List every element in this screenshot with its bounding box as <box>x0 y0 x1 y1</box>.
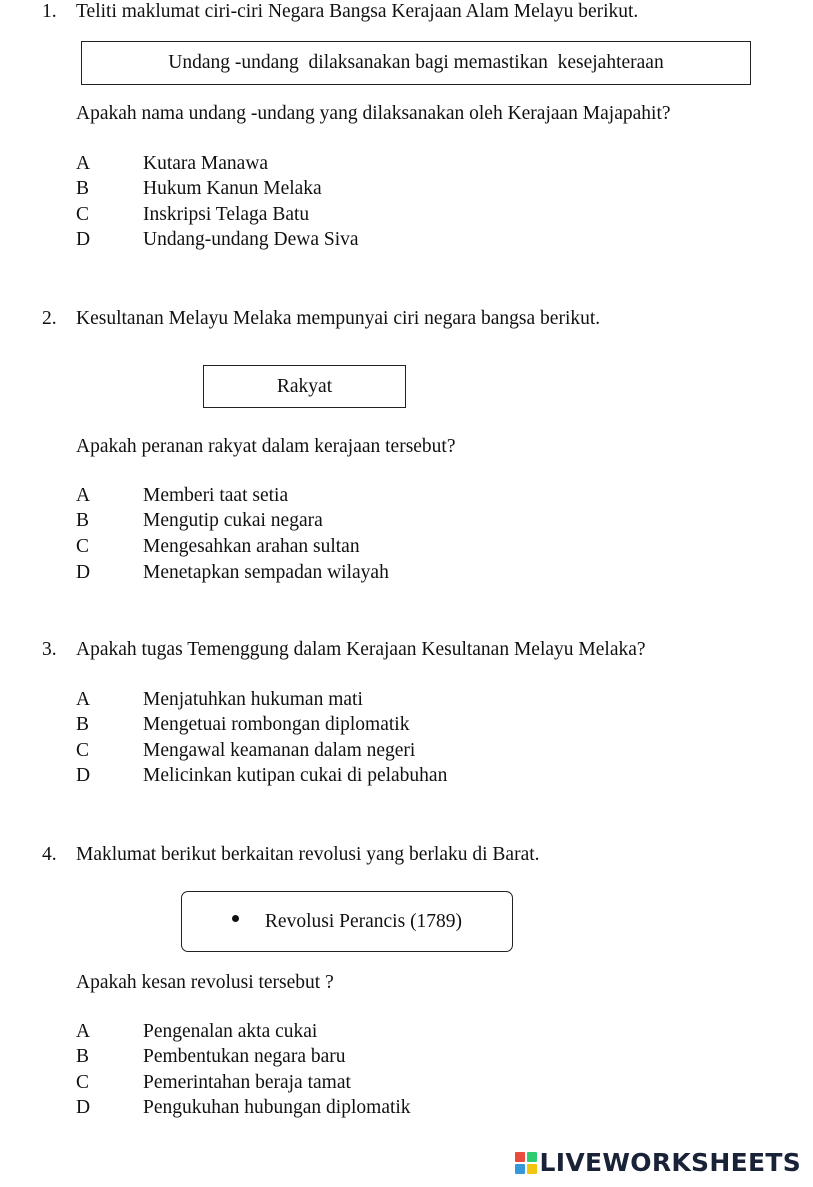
q2-option-b-letter[interactable]: B <box>76 510 90 531</box>
q2-option-c-letter[interactable]: C <box>76 536 90 557</box>
q2-option-b-text[interactable]: Mengutip cukai negara <box>143 510 323 531</box>
q3-number: 3. <box>42 639 57 660</box>
q1-option-c-letter[interactable]: C <box>76 204 90 225</box>
q3-option-d-text[interactable]: Melicinkan kutipan cukai di pelabuhan <box>143 765 448 786</box>
q2-option-a-letter[interactable]: A <box>76 485 91 506</box>
q4-text: Maklumat berikut berkaitan revolusi yang berlaku di Barat. <box>76 844 540 865</box>
liveworksheets-brand <box>515 1148 801 1177</box>
q3-option-d-letter[interactable]: D <box>76 765 91 786</box>
q2-option-c-text[interactable]: Mengesahkan arahan sultan <box>143 536 360 557</box>
q2-option-d-text[interactable]: Menetapkan sempadan wilayah <box>143 562 389 583</box>
q4-option-d-letter[interactable]: D <box>76 1097 91 1118</box>
q4-option-b-text[interactable]: Pembentukan negara baru <box>143 1046 346 1067</box>
liveworksheets-logo-icon <box>515 1152 537 1174</box>
q3-option-a-letter[interactable]: A <box>76 689 91 710</box>
brand-name: LIVEWORKSHEETS <box>539 1148 801 1177</box>
q2-info-box <box>203 365 406 408</box>
q4-option-c-letter[interactable]: C <box>76 1072 90 1093</box>
logo-square <box>515 1164 525 1174</box>
q1-text: Teliti maklumat ciri-ciri Negara Bangsa Kerajaan Alam Melayu berikut. <box>76 1 639 22</box>
q3-option-c-letter[interactable]: C <box>76 740 90 761</box>
q1-option-c-text[interactable]: Inskripsi Telaga Batu <box>143 204 310 225</box>
q4-option-a-text[interactable]: Pengenalan akta cukai <box>143 1021 318 1042</box>
q1-option-a-text[interactable]: Kutara Manawa <box>143 153 269 174</box>
q2-number: 2. <box>42 308 57 329</box>
q2-option-d-letter[interactable]: D <box>76 562 91 583</box>
q1-option-a-letter[interactable]: A <box>76 153 91 174</box>
q1-option-d-text[interactable]: Undang-undang Dewa Siva <box>143 229 359 250</box>
q1-option-b-letter[interactable]: B <box>76 178 90 199</box>
q4-option-c-text[interactable]: Pemerintahan beraja tamat <box>143 1072 351 1093</box>
q1-info-box <box>81 41 751 85</box>
q2-option-a-text[interactable]: Memberi taat setia <box>143 485 289 506</box>
q4-info-box <box>181 891 513 952</box>
q1-box-text: Undang -undang dilaksanakan bagi memastikan kesejahteraan <box>168 52 664 73</box>
logo-square <box>515 1152 525 1162</box>
q3-text: Apakah tugas Temenggung dalam Kerajaan Kesultanan Melayu Melaka? <box>76 639 646 660</box>
q4-box-text: Revolusi Perancis (1789) <box>264 910 463 932</box>
q1-prompt: Apakah nama undang -undang yang dilaksanakan oleh Kerajaan Majapahit? <box>76 103 671 124</box>
q2-text: Kesultanan Melayu Melaka mempunyai ciri negara bangsa berikut. <box>76 308 601 329</box>
q2-prompt: Apakah peranan rakyat dalam kerajaan tersebut? <box>76 436 456 457</box>
q4-option-a-letter[interactable]: A <box>76 1021 91 1042</box>
q1-number: 1. <box>42 1 57 22</box>
q3-option-c-text[interactable]: Mengawal keamanan dalam negeri <box>143 740 416 761</box>
q1-option-d-letter[interactable]: D <box>76 229 91 250</box>
logo-square <box>527 1164 537 1174</box>
q4-option-d-text[interactable]: Pengukuhan hubungan diplomatik <box>143 1097 411 1118</box>
q4-prompt: Apakah kesan revolusi tersebut ? <box>76 972 334 993</box>
q3-option-b-text[interactable]: Mengetuai rombongan diplomatik <box>143 714 410 735</box>
logo-square <box>527 1152 537 1162</box>
q3-option-b-letter[interactable]: B <box>76 714 90 735</box>
q4-number: 4. <box>42 844 57 865</box>
q1-option-b-text[interactable]: Hukum Kanun Melaka <box>143 178 322 199</box>
q3-option-a-text[interactable]: Menjatuhkan hukuman mati <box>143 689 363 710</box>
q4-option-b-letter[interactable]: B <box>76 1046 90 1067</box>
bullet-icon <box>232 915 239 922</box>
q2-box-text: Rakyat <box>276 375 333 397</box>
